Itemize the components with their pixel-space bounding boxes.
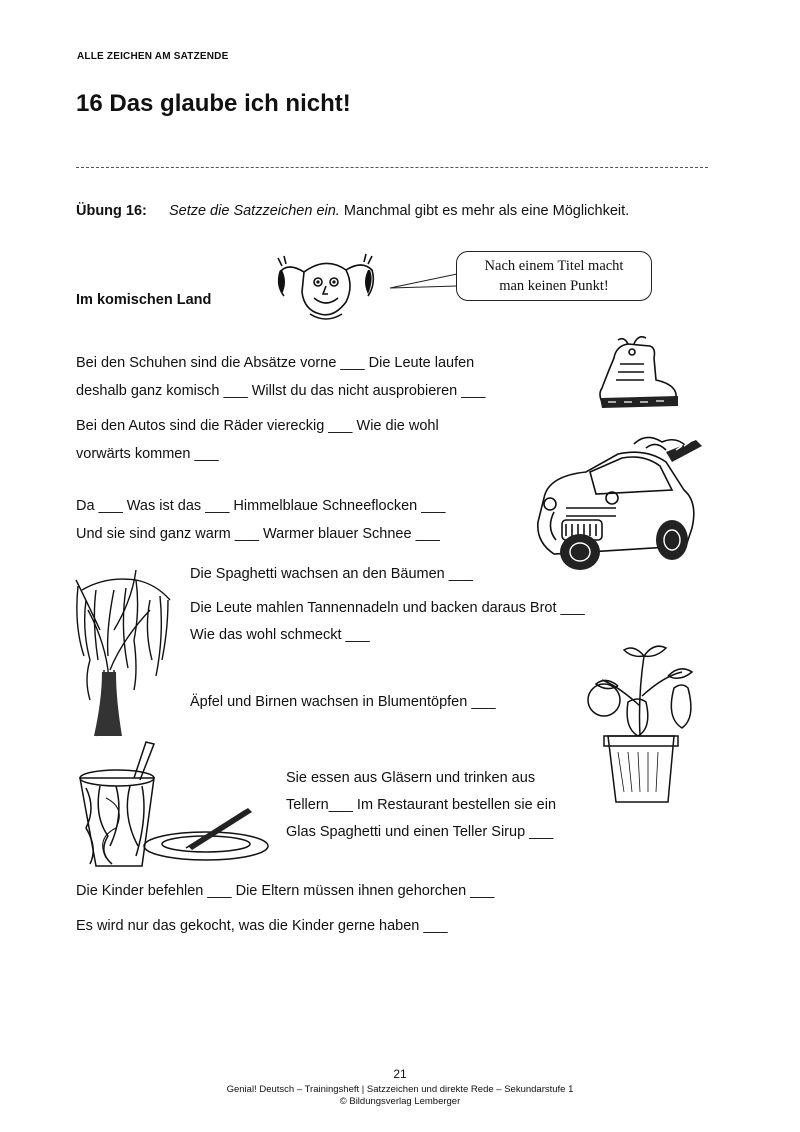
- footer-publication: Genial! Deutsch – Trainingsheft | Satzzeichen und direkte Rede – Sekundarstufe 1: [226, 1084, 574, 1095]
- page-number: 21: [393, 1067, 407, 1081]
- speech-bubble-line1: Nach einem Titel macht: [484, 258, 624, 274]
- footer-copyright: © Bildungsverlag Lemberger: [339, 1096, 461, 1107]
- exercise-line: Tellern___ Im Restaurant bestellen sie ein: [286, 797, 557, 813]
- exercise-line: Es wird nur das gekocht, was die Kinder gerne haben ___: [76, 918, 448, 934]
- speech-bubble-tail: [390, 270, 458, 294]
- speech-bubble-line2: man keinen Punkt!: [499, 278, 609, 294]
- exercise-line: Bei den Autos sind die Räder viereckig ___ Wie die wohl: [76, 418, 439, 434]
- exercise-line: Die Leute mahlen Tannennadeln und backen daraus Brot ___: [190, 600, 585, 616]
- exercise-instruction-italic: Setze die Satzzeichen ein.: [168, 203, 340, 219]
- section-header: ALLE ZEICHEN AM SATZENDE: [77, 51, 229, 62]
- shoe-illustration: [594, 336, 680, 412]
- exercise-note: Manchmal gibt es mehr als eine Möglichkeit.: [343, 203, 630, 219]
- speech-bubble: [456, 251, 652, 301]
- exercise-line: vorwärts kommen ___: [76, 446, 219, 462]
- exercise-line: Bei den Schuhen sind die Absätze vorne ___ Die Leute laufen: [76, 355, 475, 371]
- exercise-line: Wie das wohl schmeckt ___: [190, 627, 370, 643]
- potted-fruit-plant-illustration: [578, 636, 704, 802]
- exercise-instruction: [76, 203, 629, 219]
- car-illustration: [526, 432, 702, 576]
- exercise-line: Die Spaghetti wachsen an den Bäumen ___: [190, 566, 473, 582]
- girl-face-illustration: [274, 252, 378, 324]
- subheading: Im komischen Land: [76, 292, 212, 308]
- page-title: 16 Das glaube ich nicht!: [76, 90, 351, 117]
- exercise-line: Und sie sind ganz warm ___ Warmer blauer Schnee ___: [76, 526, 440, 542]
- spaghetti-glass-plate-illustration: [76, 738, 270, 870]
- exercise-line: Da ___ Was ist das ___ Himmelblaue Schneeflocken ___: [76, 498, 446, 514]
- exercise-line: Die Kinder befehlen ___ Die Eltern müssen ihnen gehorchen ___: [76, 883, 495, 899]
- exercise-label: Übung 16:: [76, 203, 147, 219]
- spaghetti-tree-illustration: [66, 560, 178, 736]
- exercise-line: Äpfel und Birnen wachsen in Blumentöpfen ___: [190, 694, 496, 710]
- dashed-divider: [76, 167, 708, 168]
- exercise-line: Sie essen aus Gläsern und trinken aus: [286, 770, 536, 786]
- exercise-line: Glas Spaghetti und einen Teller Sirup ___: [286, 824, 554, 840]
- exercise-line: deshalb ganz komisch ___ Willst du das nicht ausprobieren ___: [76, 383, 486, 399]
